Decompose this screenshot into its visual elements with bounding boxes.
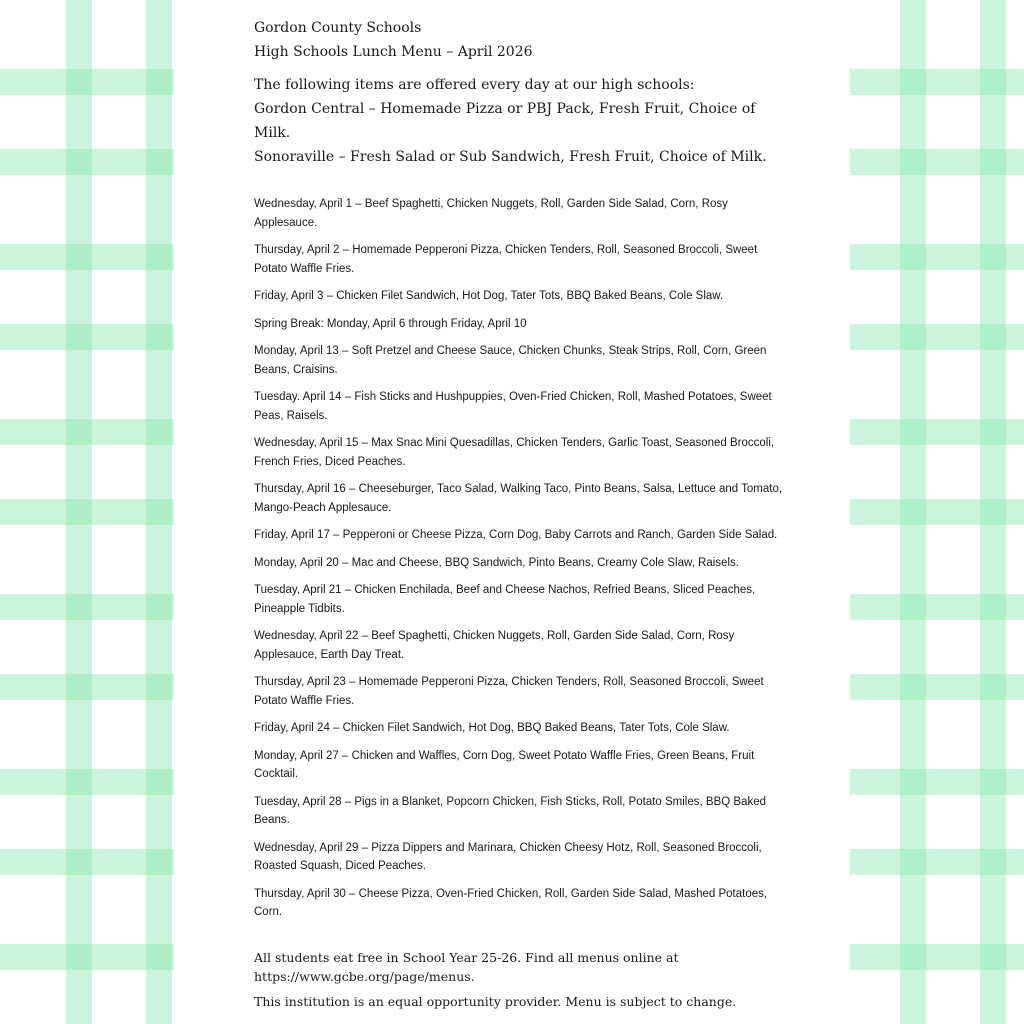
menu-page [174,0,850,1024]
menu-day-item: Tuesday, April 21 – Chicken Enchilada, Beef and Cheese Nachos, Refried Beans, Sliced Peaches, Pineapple Tidbits. [254,584,756,615]
menu-day-item: Monday, April 20 – Mac and Cheese, BBQ Sandwich, Pinto Beans, Creamy Cole Slaw, Raisels. [254,556,739,569]
menu-day-item: Wednesday, April 22 – Beef Spaghetti, Chicken Nuggets, Roll, Garden Side Salad, Corn, Rosy Applesauce, Earth Day Treat. [254,630,735,661]
menu-list [254,195,784,922]
menu-title: High Schools Lunch Menu – April 2026 [254,44,533,60]
menu-day-item: Wednesday, April 29 – Pizza Dippers and Marinara, Chicken Cheesy Hotz, Roll, Seasoned Broccoli, Roasted Squash, Diced Peaches. [254,841,762,872]
menu-day-item: Thursday, April 23 – Homemade Pepperoni Pizza, Chicken Tenders, Roll, Seasoned Broccoli, Sweet Potato Waffle Fries. [254,676,764,707]
menu-day-item: Wednesday, April 15 – Max Snac Mini Quesadillas, Chicken Tenders, Garlic Toast, Seasoned Broccoli, French Fries, Diced Peaches. [254,437,775,468]
menu-day-item: Thursday, April 16 – Cheeseburger, Taco Salad, Walking Taco, Pinto Beans, Salsa, Lettuce and Tomato, Mango-Peach Applesauce. [254,483,783,514]
daily-offerings-gordon-central: Gordon Central – Homemade Pizza or PBJ Pack, Fresh Fruit, Choice of Milk. [254,101,756,141]
gingham-border-left [0,0,174,1024]
disclaimer-note: This institution is an equal opportunity provider. Menu is subject to change. [254,993,737,1009]
menu-day-item: Friday, April 3 – Chicken Filet Sandwich, Hot Dog, Tater Tots, BBQ Baked Beans, Cole Slaw. [254,290,724,302]
daily-offerings-sonoraville: Sonoraville – Fresh Salad or Sub Sandwich, Fresh Fruit, Choice of Milk. [254,149,767,165]
organization-name: Gordon County Schools [254,20,422,36]
daily-offerings [254,73,784,169]
menu-day-item: Friday, April 17 – Pepperoni or Cheese Pizza, Corn Dog, Baby Carrots and Ranch, Garden Side Salad. [254,529,778,541]
spring-break-note: Spring Break: Monday, April 6 through Friday, April 10 [254,317,527,330]
free-meals-note: All students eat free in School Year 25-26. Find all menus online at https://www.gcbe.org/page/menus. [254,949,679,984]
menu-content [254,16,784,1017]
menu-day-item: Tuesday, April 28 – Pigs in a Blanket, Popcorn Chicken, Fish Sticks, Roll, Potato Smiles, BBQ Baked Beans. [254,795,766,826]
menu-day-item: Thursday, April 2 – Homemade Pepperoni Pizza, Chicken Tenders, Roll, Seasoned Broccoli, Sweet Potato Waffle Fries. [254,244,758,275]
menu-day-item: Wednesday, April 1 – Beef Spaghetti, Chicken Nuggets, Roll, Garden Side Salad, Corn, Rosy Applesauce. [254,198,728,229]
menu-day-item: Thursday, April 30 – Cheese Pizza, Oven-Fried Chicken, Roll, Garden Side Salad, Mashed Potatoes, Corn. [254,887,768,918]
menu-day-item: Tuesday. April 14 – Fish Sticks and Hushpuppies, Oven-Fried Chicken, Roll, Mashed Potatoes, Sweet Peas, Raisels. [254,391,772,422]
menu-footer [254,948,784,1011]
menu-day-item: Monday, April 13 – Soft Pretzel and Cheese Sauce, Chicken Chunks, Steak Strips, Roll, Corn, Green Beans, Craisins. [254,345,767,376]
daily-offerings-intro: The following items are offered every day at our high schools: [254,77,695,93]
gingham-border-right [850,0,1024,1024]
menu-day-item: Friday, April 24 – Chicken Filet Sandwich, Hot Dog, BBQ Baked Beans, Tater Tots, Cole Slaw. [254,722,730,734]
menu-day-item: Monday, April 27 – Chicken and Waffles, Corn Dog, Sweet Potato Waffle Fries, Green Beans, Fruit Cocktail. [254,749,755,780]
